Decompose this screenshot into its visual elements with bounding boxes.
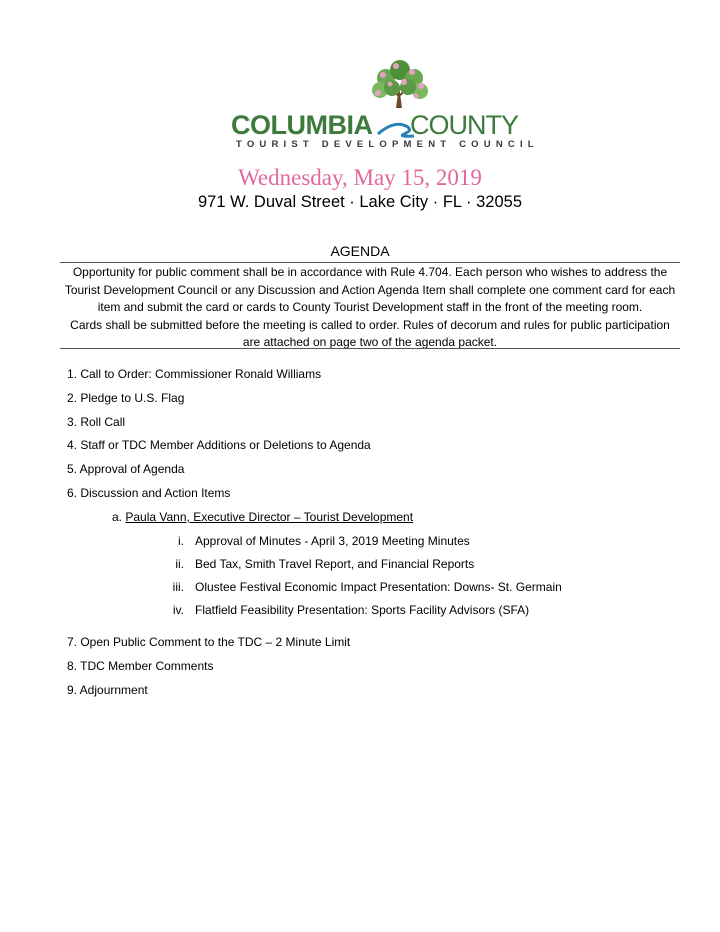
agenda-item: 1. Call to Order: Commissioner Ronald Williams xyxy=(67,367,322,381)
agenda-item: 2. Pledge to U.S. Flag xyxy=(67,391,185,405)
notice-line: Cards shall be submitted before the meeting is called to order. Rules of decorum and rules for public participation xyxy=(70,317,670,332)
agenda-item: 9. Adjournment xyxy=(67,683,148,697)
meeting-address: 971 W. Duval Street · Lake City · FL · 32055 xyxy=(197,193,523,211)
subsubitem-label: Olustee Festival Economic Impact Presentation: Downs- St. Germain xyxy=(195,580,562,594)
public-comment-notice xyxy=(60,264,680,352)
agenda-item: 4. Staff or TDC Member Additions or Deletions to Agenda xyxy=(67,438,371,452)
notice-line: item and submit the card or cards to County Tourist Development staff in the front of the meeting room. xyxy=(97,300,643,314)
subitem-label: Paula Vann, Executive Director – Tourist Development xyxy=(125,510,414,524)
county-logo xyxy=(228,60,539,155)
agenda-item: 8. TDC Member Comments xyxy=(67,659,214,673)
subsubitem-label: Flatfield Feasibility Presentation: Sports Facility Advisors (SFA) xyxy=(195,603,530,617)
logo-name-left: COLUMBIA xyxy=(231,110,373,140)
subsubitem-label: Approval of Minutes - April 3, 2019 Meeting Minutes xyxy=(195,534,470,548)
divider-bottom xyxy=(60,348,680,349)
agenda-item: 6. Discussion and Action Items xyxy=(67,486,231,500)
agenda-item: 5. Approval of Agenda xyxy=(67,462,185,476)
notice-line: Opportunity for public comment shall be in accordance with Rule 4.704. Each person who wishes to address the xyxy=(72,265,668,279)
agenda-title: AGENDA xyxy=(330,243,390,259)
subsubitem-label: Bed Tax, Smith Travel Report, and Financial Reports xyxy=(195,557,475,571)
divider-top xyxy=(60,262,680,263)
agenda-subitem xyxy=(112,510,413,524)
subsubitem-marker: i. xyxy=(178,534,184,548)
agenda-item: 3. Roll Call xyxy=(67,415,126,429)
subsubitem-marker: iv. xyxy=(172,603,184,617)
subsubitem-marker: iii. xyxy=(172,580,184,594)
subsubitem-marker: ii. xyxy=(175,557,184,571)
logo-tagline: TOURIST DEVELOPMENT COUNCIL xyxy=(236,139,539,150)
meeting-date: Wednesday, May 15, 2019 xyxy=(238,165,482,190)
notice-line: Tourist Development Council or any Discussion and Action Agenda Item shall complete one comment card for each xyxy=(64,282,676,297)
notice-line: are attached on page two of the agenda packet. xyxy=(242,335,498,349)
subitem-marker: a. xyxy=(112,510,123,524)
logo-name-right: COUNTY xyxy=(410,110,518,140)
agenda-item: 7. Open Public Comment to the TDC – 2 Minute Limit xyxy=(67,635,351,649)
